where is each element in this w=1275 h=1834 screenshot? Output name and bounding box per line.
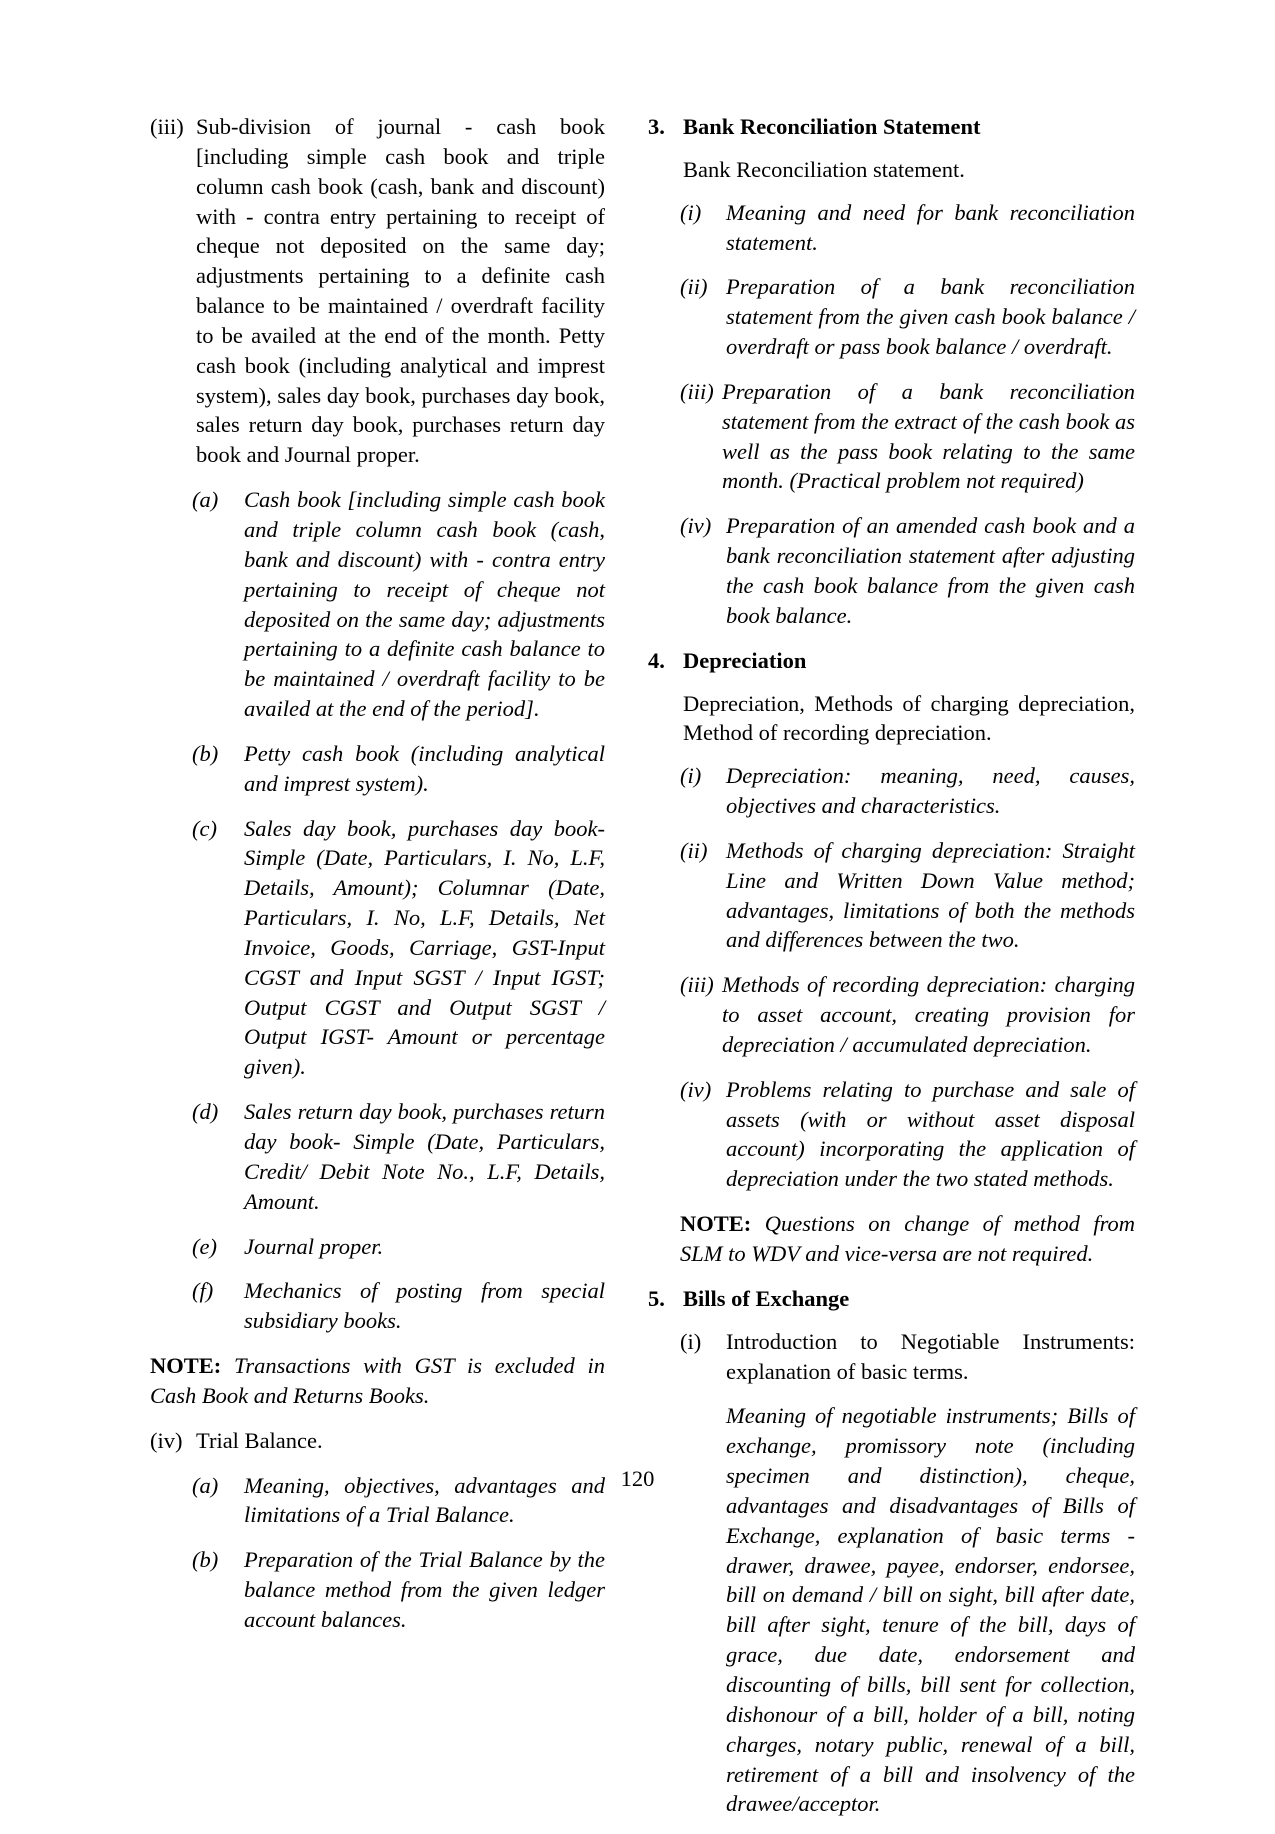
- section-heading-4: [648, 646, 1135, 676]
- list-item-text: Meaning and need for bank reconciliation statement.: [726, 199, 1135, 255]
- list-item-text: Sales day book, purchases day book- Simple (Date, Particulars, I. No, L.F, Details, Amount); Columnar (Date, Particulars, I. No, L.F, Details, Net Invoice, Goods, Carriage, GST-Input CGST and Input SGST / Input IGST; Output CGST and Output SGST / Output IGST- Amount or percentage given).: [244, 815, 606, 1080]
- list-marker: (iv): [150, 1427, 183, 1453]
- list-item-iv: [150, 1426, 605, 1456]
- list-item-text: Preparation of a bank reconciliation statement from the given cash book balance / overdraft or pass book balance / overdraft.: [726, 274, 1135, 360]
- list-marker: (iv): [680, 1076, 712, 1102]
- note-text: Transactions with GST is excluded in Cash Book and Returns Books.: [150, 1353, 606, 1408]
- section-4-lead: Depreciation, Methods of charging depreciation, Method of recording depreciation.: [683, 690, 1135, 746]
- section-5-detail: Meaning of negotiable instruments; Bills of exchange, promissory note (including specimen and distinction), cheque, advantages and disadvantages of Bills of Exchange, explanation of basic terms - drawer, drawee, payee, endorser, endorsee, bill on demand / bill on sight, bill after date, bill after sight, tenure of the bill, days of grace, due date, endorsement and discounting of bills, bill sent for collection, dishonour of a bill, holder of a bill, noting charges, notary public, renewal of a bill, retirement of a bill and insolvency of the drawee/acceptor.: [726, 1403, 1135, 1817]
- section-title: Bills of Exchange: [683, 1285, 850, 1311]
- list-item-text: Methods of recording depreciation: charging to asset account, creating provision for depreciation / accumulated depreciation.: [722, 972, 1135, 1057]
- section-title: Bank Reconciliation Statement: [683, 114, 981, 139]
- list-item-text: Sub-division of journal - cash book [including simple cash book and triple column cash book (cash, bank and discount) with - contra entry pertaining to receipt of cheque not deposited on the same day; adjustments pertaining to a definite cash balance to be maintained / overdraft facility to be availed at the end of the month. Petty cash book (including analytical and imprest system), sales day book, purchases day book, sales return day book, purchases return day book and Journal proper.: [196, 114, 606, 468]
- list-item-text: Depreciation: meaning, need, causes, objectives and characteristics.: [726, 763, 1135, 819]
- list-marker: (iii): [150, 114, 184, 139]
- two-column-layout: [150, 112, 1135, 1834]
- list-item-text: Mechanics of posting from special subsidiary books.: [244, 1278, 606, 1334]
- left-column: [150, 112, 605, 1635]
- list-item-text: Petty cash book (including analytical and imprest system).: [244, 740, 606, 796]
- list-marker: (b): [192, 1547, 219, 1573]
- list-marker: (a): [192, 1472, 219, 1498]
- section-heading-5: [648, 1284, 1135, 1314]
- section-heading-3: [648, 112, 1135, 142]
- note-depreciation: [648, 1209, 1135, 1269]
- list-marker: (c): [192, 815, 217, 841]
- list-marker: (iv): [680, 513, 712, 539]
- list-item-text: Journal proper.: [244, 1233, 384, 1259]
- section-3-lead: Bank Reconciliation statement.: [683, 156, 965, 182]
- list-marker: (i): [680, 199, 702, 225]
- section-3-item-ii: [648, 272, 1135, 362]
- section-4-item-iv: [648, 1075, 1135, 1194]
- note-label: NOTE:: [150, 1353, 222, 1379]
- list-marker: (i): [680, 763, 702, 789]
- list-item-text: Problems relating to purchase and sale of assets (with or without asset disposal account) incorporating the application of depreciation under the two stated methods.: [726, 1076, 1135, 1192]
- list-marker: (e): [192, 1233, 217, 1259]
- list-marker: (ii): [680, 837, 708, 863]
- section-3-item-iv: [648, 511, 1135, 630]
- list-item-iv-b: [150, 1545, 605, 1635]
- list-marker: (ii): [680, 274, 708, 300]
- list-item-c: [150, 814, 605, 1083]
- section-3-item-i: [648, 198, 1135, 258]
- list-item-text: Preparation of the Trial Balance by the balance method from the given ledger account balances.: [244, 1547, 606, 1632]
- list-item-e: [150, 1232, 605, 1262]
- list-item-text: Sales return day book, purchases return day book- Simple (Date, Particulars, Credit/ Debit Note No., L.F, Details, Amount.: [244, 1099, 606, 1214]
- section-number: 4.: [648, 647, 665, 673]
- list-item-text: Methods of charging depreciation: Straight Line and Written Down Value method; advantages, limitations of both the methods and differences between the two.: [726, 837, 1135, 953]
- right-column: [648, 112, 1135, 1834]
- note-text: Questions on change of method from SLM to WDV and vice-versa are not required.: [680, 1211, 1135, 1266]
- list-marker: (iii): [680, 378, 714, 404]
- list-item-text: Trial Balance.: [196, 1427, 323, 1453]
- note-label: NOTE:: [680, 1211, 752, 1237]
- note-gst: [150, 1351, 605, 1411]
- list-item-text: Cash book [including simple cash book and triple column cash book (cash, bank and discount) with - contra entry pertaining to receipt of cheque not deposited on the same day; adjustments pertaining to a definite cash balance to be maintained / overdraft facility to be availed at the end of the period].: [244, 487, 606, 722]
- list-marker: (iii): [680, 972, 714, 998]
- list-marker: (d): [192, 1099, 219, 1125]
- section-5-item-i: [648, 1327, 1135, 1387]
- list-item-text: Introduction to Negotiable Instruments: explanation of basic terms.: [726, 1328, 1135, 1384]
- section-4-item-ii: [648, 836, 1135, 955]
- page-number: 120: [620, 1466, 655, 1491]
- list-item-text: Preparation of an amended cash book and a bank reconciliation statement after adjusting the cash book balance from the given cash book balance.: [726, 513, 1135, 628]
- section-number: 3.: [648, 114, 665, 139]
- section-3-item-iii: [648, 377, 1135, 496]
- section-title: Depreciation: [683, 647, 807, 673]
- list-item-a: [150, 485, 605, 724]
- list-marker: (a): [192, 487, 219, 513]
- section-4-item-iii: [648, 970, 1135, 1060]
- list-item-iii: [150, 112, 605, 470]
- section-number: 5.: [648, 1285, 665, 1311]
- section-4-item-i: [648, 761, 1135, 821]
- list-marker: (b): [192, 740, 219, 766]
- list-item-f: [150, 1276, 605, 1336]
- list-item-d: [150, 1097, 605, 1216]
- list-marker: (i): [680, 1328, 702, 1354]
- list-item-text: Meaning, objectives, advantages and limitations of a Trial Balance.: [244, 1472, 606, 1528]
- list-item-b: [150, 739, 605, 799]
- list-marker: (f): [192, 1278, 214, 1304]
- list-item-text: Preparation of a bank reconciliation statement from the extract of the cash book as well as the pass book relating to the same month. (Practical problem not required): [722, 378, 1135, 494]
